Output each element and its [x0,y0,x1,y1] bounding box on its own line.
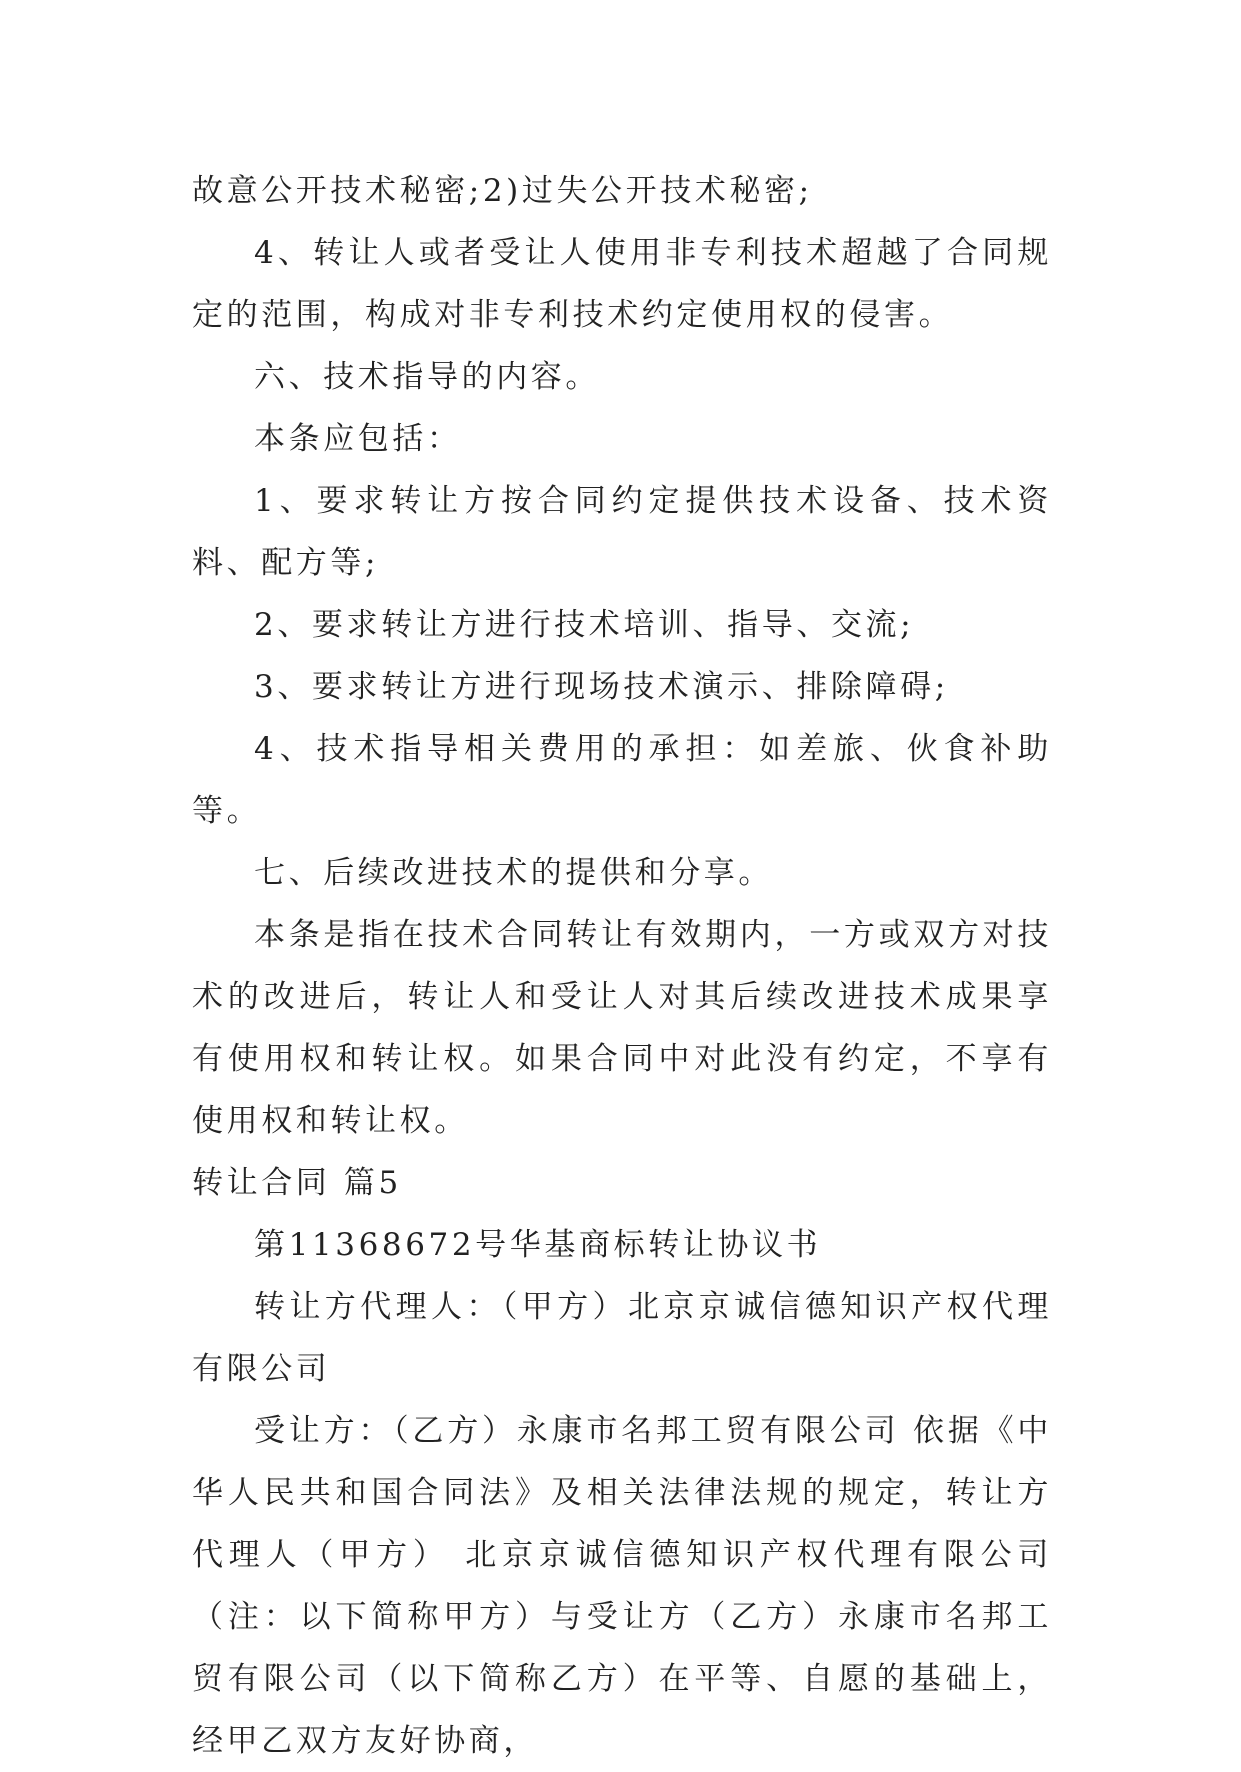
agreement-title: 第11368672号华基商标转让协议书 [254,1227,822,1263]
transferor-line: 转让方代理人：（甲方）北京京诚信德知识产权代理有限公司 [192,1289,1052,1387]
document-body [192,160,1052,1772]
transferee-paragraph: 受让方：（乙方）永康市名邦工贸有限公司 依据《中华人民共和国合同法》及相关法律法规的规定，转让方代理人（甲方） 北京京诚信德知识产权代理有限公司 （注：以下简称甲方）与受让方（乙方）永康市名邦工贸有限公司（以下简称乙方）在平等、自愿的基础上，经甲乙双方友好协商， [192,1413,1052,1759]
paragraph-2: 4、转让人或者受让人使用非专利技术超越了合同规定的范围，构成对非专利技术约定使用权的侵害。 [192,235,1052,333]
section-heading-7: 七、后续改进技术的提供和分享。 [254,855,773,891]
paragraph-1: 故意公开技术秘密;2)过失公开技术秘密; [192,173,813,209]
list-item-3: 3、要求转让方进行现场技术演示、排除障碍; [254,669,949,705]
article-heading: 转让合同 篇5 [192,1165,402,1201]
list-item-4: 4、技术指导相关费用的承担：如差旅、伙食补助等。 [192,731,1052,829]
list-item-2: 2、要求转让方进行技术培训、指导、交流; [254,607,915,643]
paragraph-10: 本条是指在技术合同转让有效期内，一方或双方对技术的改进后，转让人和受让人对其后续改进技术成果享有使用权和转让权。如果合同中对此没有约定，不享有使用权和转让权。 [192,917,1052,1139]
paragraph-4: 本条应包括： [254,421,462,457]
list-item-1: 1、要求转让方按合同约定提供技术设备、技术资料、配方等; [192,483,1052,581]
section-heading-6: 六、技术指导的内容。 [254,359,600,395]
